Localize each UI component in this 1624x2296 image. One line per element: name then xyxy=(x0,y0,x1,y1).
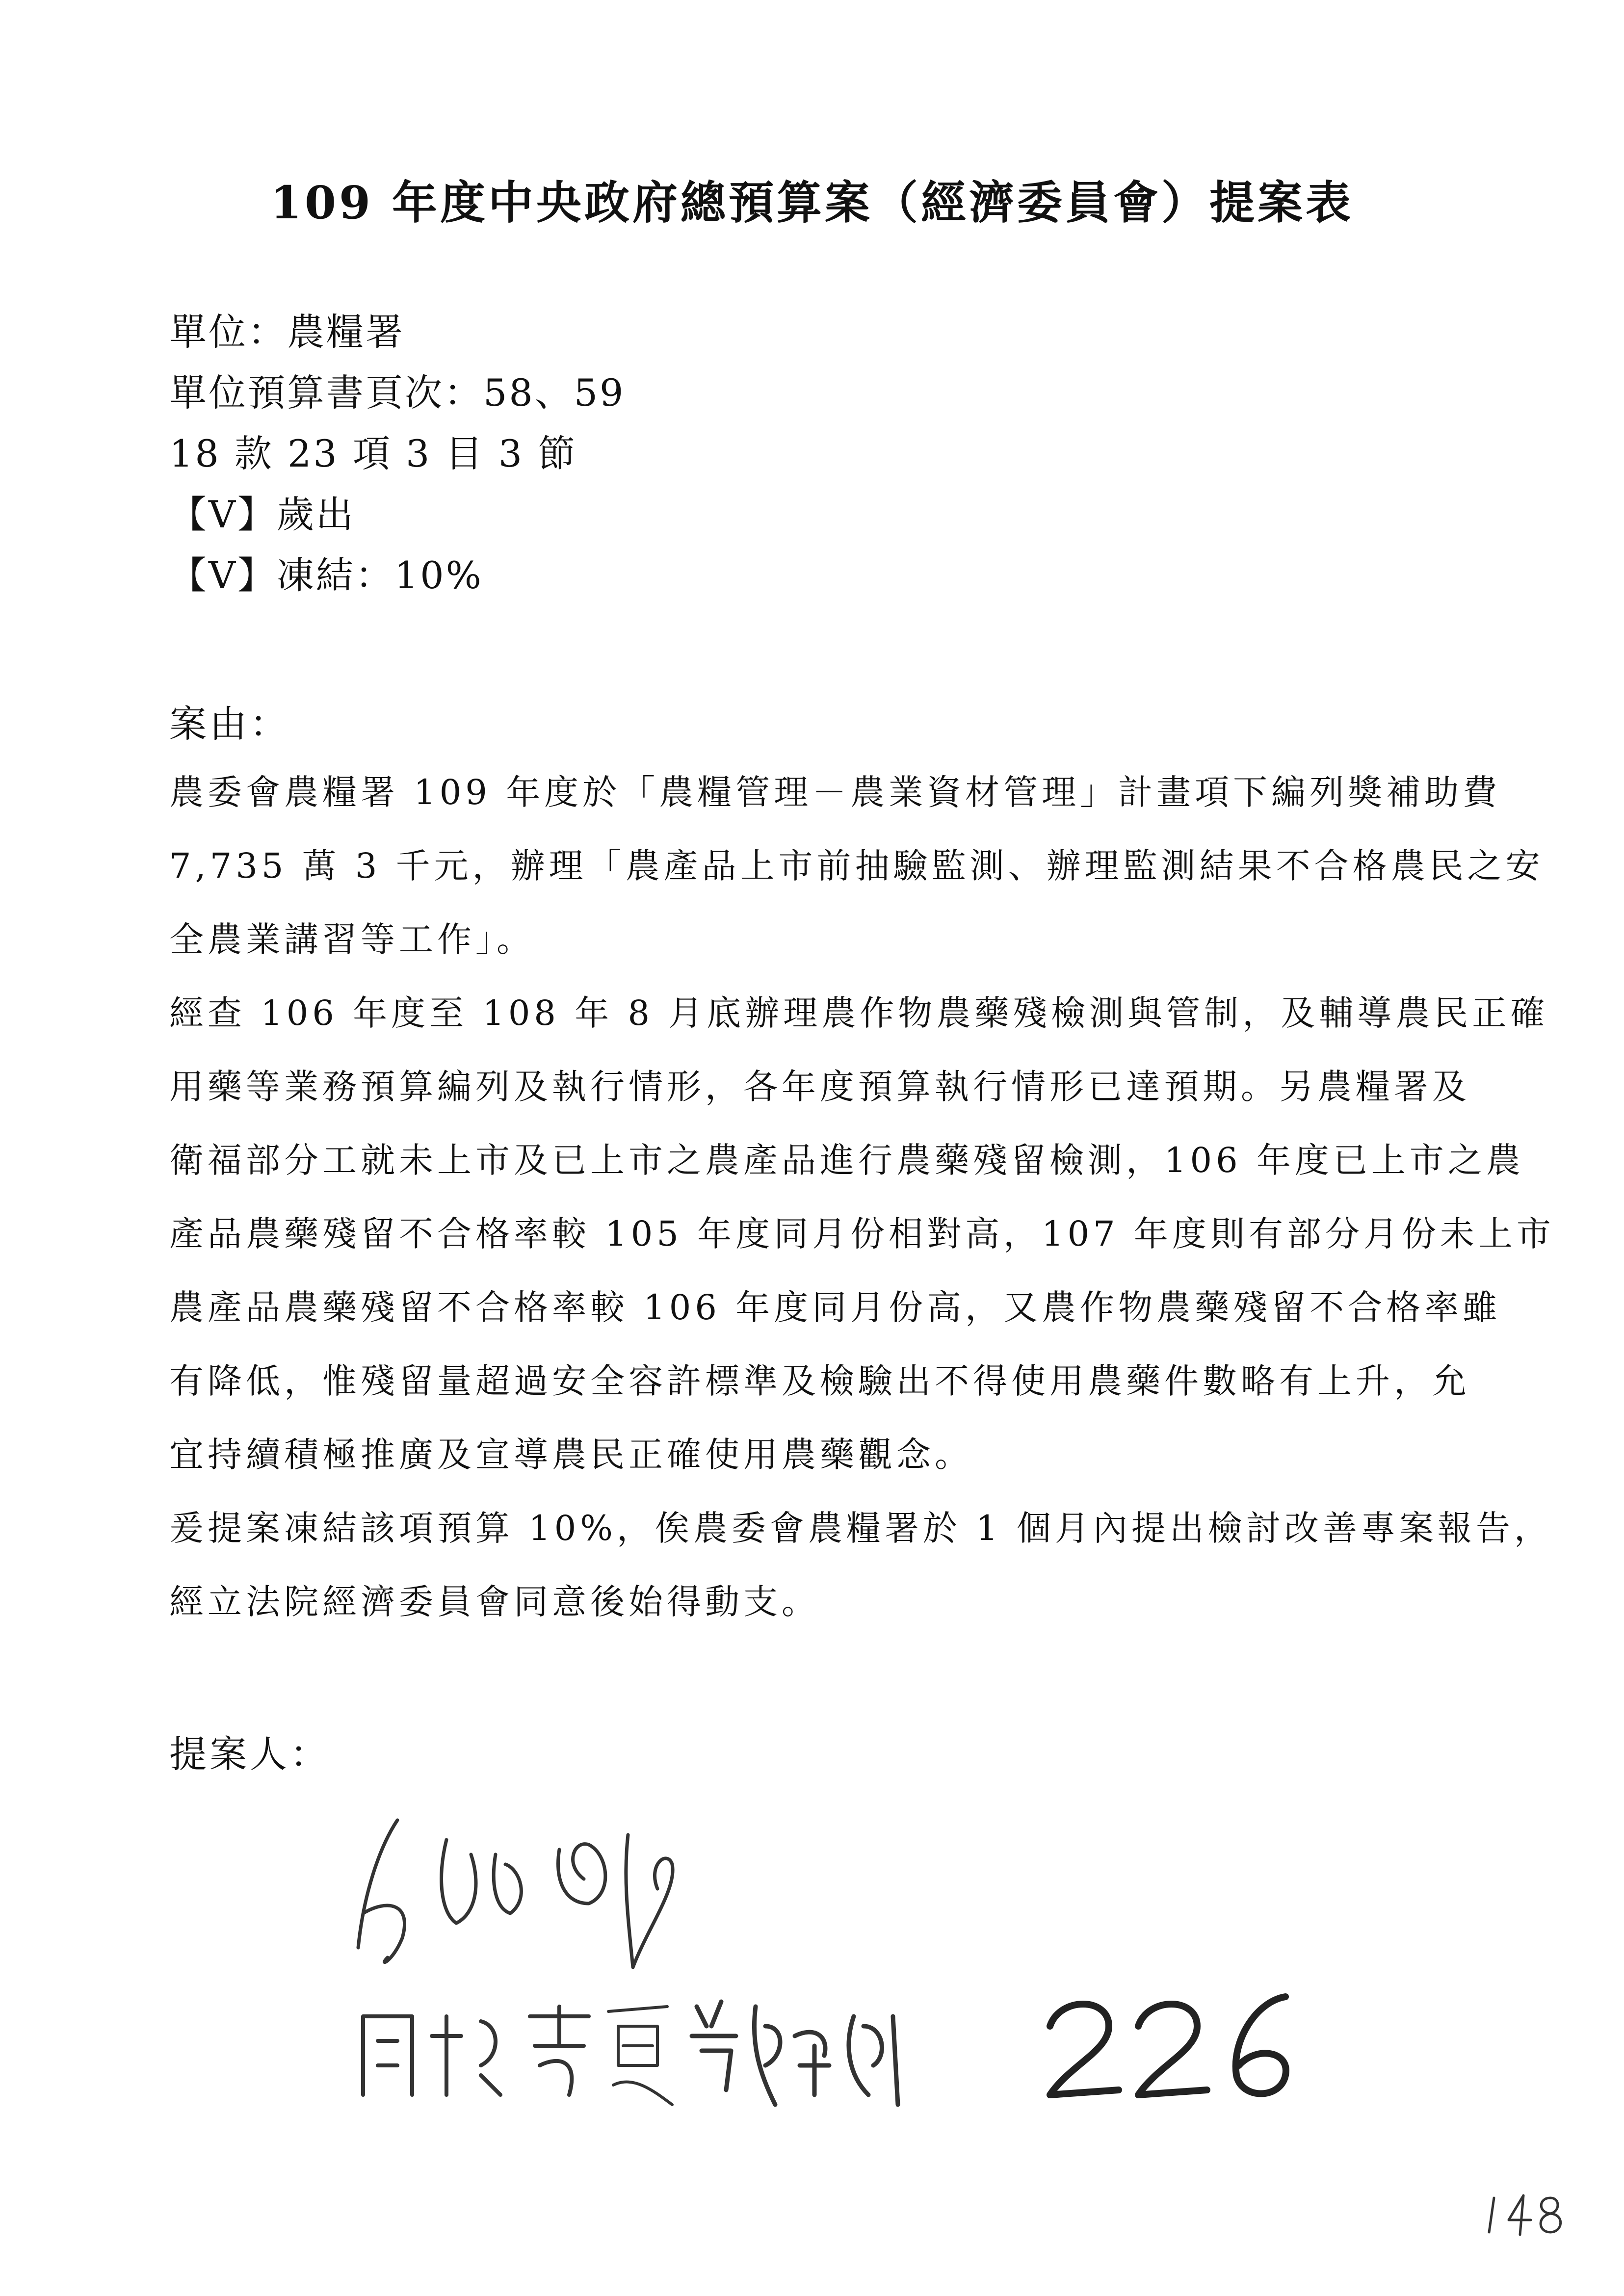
meta-unit: 單位：農糧署 xyxy=(169,310,405,354)
body-line: 用藥等業務預算編列及執行情形，各年度預算執行情形已達預期。另農糧署及 xyxy=(169,1067,1470,1107)
body-line: 全農業講習等工作」。 xyxy=(169,919,535,960)
body-line: 產品農藥殘留不合格率較 105 年度同月份相對高，107 年度則有部分月份未上市 xyxy=(169,1214,1555,1254)
body-line: 農產品農藥殘留不合格率較 106 年度同月份高，又農作物農藥殘留不合格率雖 xyxy=(169,1287,1501,1328)
proposer-label: 提案人： xyxy=(169,1732,330,1776)
reason-body xyxy=(169,756,1555,1639)
meta-block xyxy=(169,302,1494,606)
signature-2 xyxy=(363,2007,589,2095)
handwritten-page-number xyxy=(1482,2183,1570,2242)
handwritten-signatures xyxy=(334,1751,1364,2134)
signature-3 xyxy=(608,2007,672,2105)
meta-expenditure-check: 【V】歲出 xyxy=(169,493,355,536)
body-line: 7,735 萬 3 千元，辦理「農產品上市前抽驗監測、辦理監測結果不合格農民之安 xyxy=(169,846,1544,886)
document-title: 109 年度中央政府總預算案（經濟委員會）提案表 xyxy=(270,176,1354,229)
signature-number-226 xyxy=(1050,1997,1286,2095)
body-line: 宜持續積極推廣及宣導農民正確使用農藥觀念。 xyxy=(169,1435,973,1475)
meta-budget-pages: 單位預算書頁次：58、59 xyxy=(169,371,626,415)
signature-1 xyxy=(358,1820,673,1967)
body-line: 經立法院經濟委員會同意後始得動支。 xyxy=(169,1582,820,1622)
body-line: 經查 106 年度至 108 年 8 月底辦理農作物農藥殘檢測與管制，及輔導農民正確 xyxy=(169,993,1549,1033)
meta-budget-section: 18 款 23 項 3 目 3 節 xyxy=(169,432,577,475)
body-line: 有降低，惟殘留量超過安全容許標準及檢驗出不得使用農藥件數略有上升，允 xyxy=(169,1361,1470,1401)
signature-4 xyxy=(692,2002,898,2105)
reason-label: 案由： xyxy=(169,702,290,746)
meta-freeze-check: 【V】凍結：10% xyxy=(169,553,483,597)
body-line: 爰提案凍結該項預算 10%，俟農委會農糧署於 1 個月內提出檢討改善專案報告， xyxy=(169,1508,1552,1548)
body-line: 農委會農糧署 109 年度於「農糧管理－農業資材管理」計畫項下編列獎補助費 xyxy=(169,772,1501,812)
body-line: 衛福部分工就未上市及已上市之農產品進行農藥殘留檢測，106 年度已上市之農 xyxy=(169,1140,1524,1180)
